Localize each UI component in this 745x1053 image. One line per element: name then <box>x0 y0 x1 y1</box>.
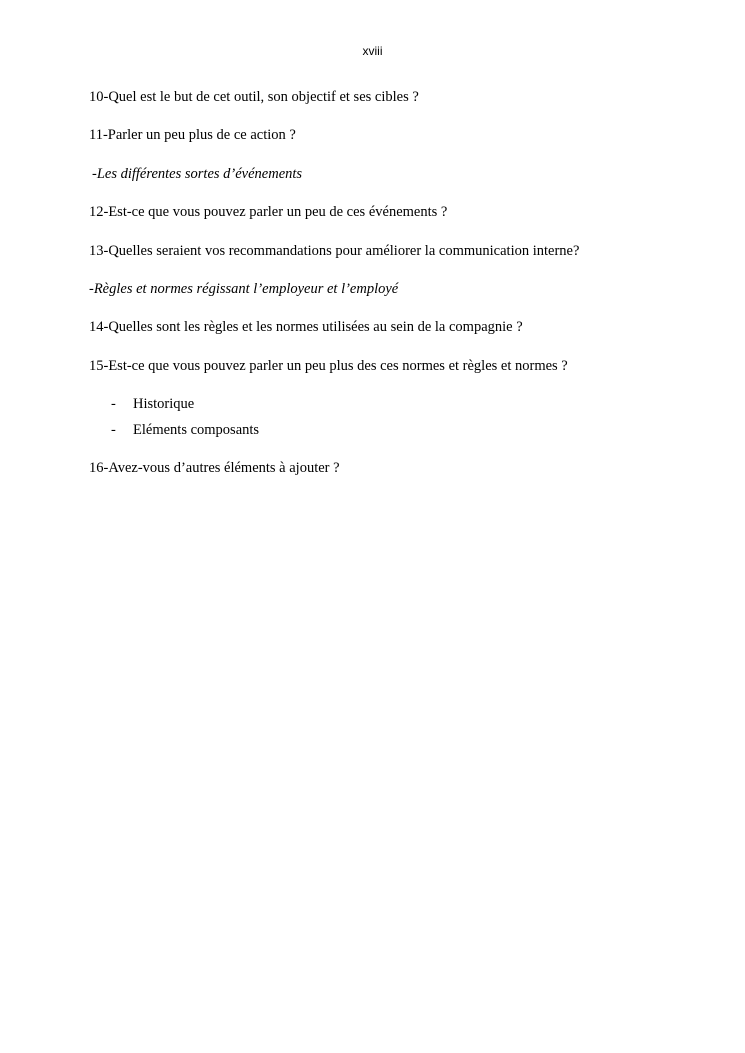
list-item-text: Eléments composants <box>133 422 260 439</box>
bullet-list <box>89 395 689 447</box>
document-body <box>89 88 689 498</box>
question-10: 10-Quel est le but de cet outil, son objectif et ses cibles ? <box>89 89 419 105</box>
bullet-dash: - <box>111 422 116 439</box>
list-item <box>89 421 689 447</box>
question-12: 12-Est-ce que vous pouvez parler un peu de ces événements ? <box>89 204 448 221</box>
question-16: 16-Avez-vous d’autres éléments à ajouter ? <box>89 460 340 477</box>
question-14: 14-Quelles sont les règles et les normes utilisées au sein de la compagnie ? <box>89 319 523 336</box>
list-item <box>89 395 689 421</box>
section-heading-events: -Les différentes sortes d’événements <box>92 165 303 182</box>
question-15: 15-Est-ce que vous pouvez parler un peu plus des ces normes et règles et normes ? <box>89 357 568 374</box>
list-item-text: Historique <box>133 396 195 413</box>
question-11: 11-Parler un peu plus de ce action ? <box>89 127 296 144</box>
bullet-dash: - <box>111 396 116 413</box>
question-13: 13-Quelles seraient vos recommandations pour améliorer la communication interne? <box>89 242 580 259</box>
section-heading-rules: -Règles et normes régissant l’employeur et l’employé <box>89 280 399 297</box>
page-number: xviii <box>362 44 383 58</box>
